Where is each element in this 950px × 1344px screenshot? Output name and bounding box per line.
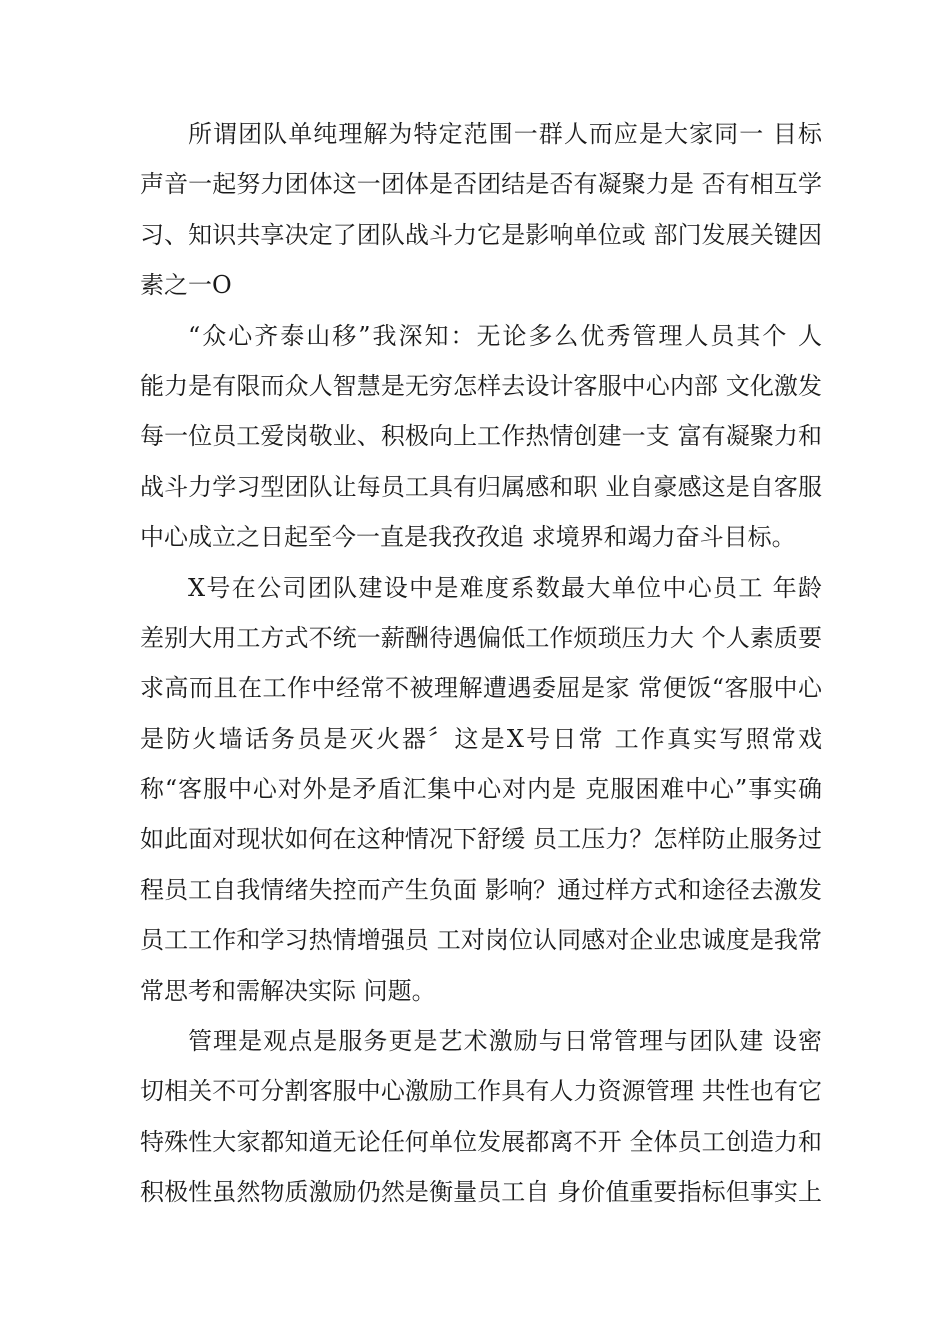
text-line: 素之一O bbox=[140, 271, 232, 300]
text-line: “众心齐泰山移”我深知：无论多么优秀管理人员其个 人 bbox=[188, 321, 822, 350]
text-line: 称“客服中心对外是矛盾汇集中心对内是 克服困难中心”事实确 bbox=[140, 775, 822, 804]
text-line: 积极性虽然物质激励仍然是衡量员工自 身价值重要指标但事实上 bbox=[140, 1178, 822, 1207]
paragraph-3 bbox=[140, 566, 822, 1020]
text-line: 每一位员工爱岗敬业、积极向上工作热情创建一支 富有凝聚力和 bbox=[140, 422, 822, 451]
text-line: X号在公司团队建设中是难度系数最大单位中心员工 年龄 bbox=[188, 573, 822, 602]
text-line: 特殊性大家都知道无论任何单位发展都离不开 全体员工创造力和 bbox=[140, 1127, 822, 1156]
paragraph-1 bbox=[140, 112, 822, 314]
text-line: 中心成立之日起至今一直是我孜孜追 求境界和竭力奋斗目标。 bbox=[140, 523, 796, 552]
text-line: 员工工作和学习热情增强员 工对岗位认同感对企业忠诚度是我常 bbox=[140, 926, 822, 955]
text-line: 差别大用工方式不统一薪酬待遇偏低工作烦琐压力大 个人素质要 bbox=[140, 623, 822, 652]
text-line: 求高而且在工作中经常不被理解遭遇委屈是家 常便饭“客服中心 bbox=[140, 674, 822, 703]
text-line: 能力是有限而众人智慧是无穷怎样去设计客服中心内部 文化激发 bbox=[140, 371, 822, 400]
text-line: 所谓团队单纯理解为特定范围一群人而应是大家同一 目标 bbox=[188, 120, 822, 148]
text-line: 程员工自我情绪失控而产生负面 影响？通过样方式和途径去激发 bbox=[140, 875, 822, 904]
text-line: 管理是观点是服务更是艺术激励与日常管理与团队建 设密 bbox=[188, 1027, 822, 1056]
text-line: 战斗力学习型团队让每员工具有归属感和职 业自豪感这是自客服 bbox=[140, 472, 822, 501]
text-line: 常思考和需解决实际 问题。 bbox=[140, 976, 436, 1005]
text-line: 如此面对现状如何在这种情况下舒缓 员工压力？怎样防止服务过 bbox=[140, 825, 822, 854]
text-line: 习、知识共享决定了团队战斗力它是影响单位或 部门发展关键因 bbox=[140, 220, 822, 249]
paragraph-2 bbox=[140, 314, 822, 566]
text-line: 声音一起努力团体这一团体是否团结是否有凝聚力是 否有相互学 bbox=[140, 170, 822, 199]
text-line: 切相关不可分割客服中心激励工作具有人力资源管理 共性也有它 bbox=[140, 1077, 822, 1106]
paragraph-4 bbox=[140, 1019, 822, 1221]
document-body bbox=[140, 112, 822, 1221]
text-line: 是防火墙话务员是灭火器〞这是X号日常 工作真实写照常戏 bbox=[140, 724, 822, 753]
